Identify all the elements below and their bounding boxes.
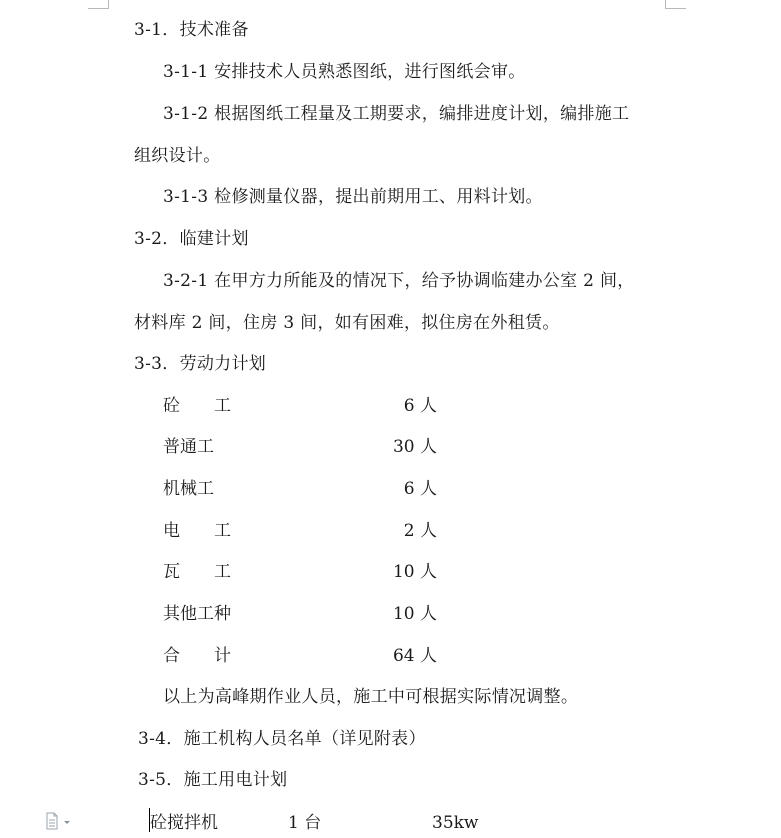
section-heading-3-5: 3-5．施工用电计划 bbox=[138, 770, 288, 790]
paragraph-3-1-1: 3-1-1 安排技术人员熟悉图纸，进行图纸会审。 bbox=[163, 62, 526, 82]
paragraph-3-1-3: 3-1-3 检修测量仪器，提出前期用工、用料计划。 bbox=[163, 187, 543, 207]
labor-count: 30 人 bbox=[392, 437, 437, 457]
labor-count: 64 人 bbox=[392, 646, 437, 666]
labor-count: 10 人 bbox=[392, 604, 437, 624]
crop-mark-right bbox=[665, 0, 686, 9]
paragraph-3-2-1-line1: 3-2-1 在甲方力所能及的情况下，给予协调临建办公室 2 间， bbox=[163, 271, 635, 291]
equipment-quantity: 1 台 bbox=[288, 813, 322, 833]
paragraph-3-1-2-line2: 组织设计。 bbox=[134, 146, 221, 166]
document-icon[interactable] bbox=[45, 812, 73, 830]
labor-count: 10 人 bbox=[392, 562, 437, 582]
labor-note: 以上为高峰期作业人员，施工中可根据实际情况调整。 bbox=[163, 687, 579, 707]
labor-count: 6 人 bbox=[403, 396, 437, 416]
section-heading-3-1: 3-1．技术准备 bbox=[134, 20, 249, 40]
paragraph-3-1-2-line1: 3-1-2 根据图纸工程量及工期要求，编排进度计划，编排施工 bbox=[163, 104, 630, 124]
section-heading-3-3: 3-3．劳动力计划 bbox=[134, 354, 267, 374]
labor-name: 普通工 bbox=[163, 437, 214, 457]
labor-count: 2 人 bbox=[403, 521, 437, 541]
labor-name: 其他工种 bbox=[163, 604, 231, 624]
labor-name: 机械工 bbox=[163, 479, 214, 499]
section-heading-3-2: 3-2．临建计划 bbox=[134, 229, 249, 249]
crop-mark-left bbox=[88, 0, 109, 9]
text-cursor bbox=[149, 808, 150, 832]
labor-name: 砼 工 bbox=[163, 396, 231, 416]
equipment-name: 砼搅拌机 bbox=[150, 813, 218, 833]
labor-name: 电 工 bbox=[163, 521, 231, 541]
labor-name: 合 计 bbox=[163, 646, 231, 666]
section-heading-3-4: 3-4．施工机构人员名单（详见附表） bbox=[138, 729, 426, 749]
labor-count: 6 人 bbox=[403, 479, 437, 499]
labor-name: 瓦 工 bbox=[163, 562, 231, 582]
paragraph-3-2-1-line2: 材料库 2 间，住房 3 间，如有困难，拟住房在外租赁。 bbox=[134, 313, 560, 333]
document-icon-svg bbox=[45, 812, 73, 830]
equipment-power: 35kw bbox=[432, 813, 479, 833]
